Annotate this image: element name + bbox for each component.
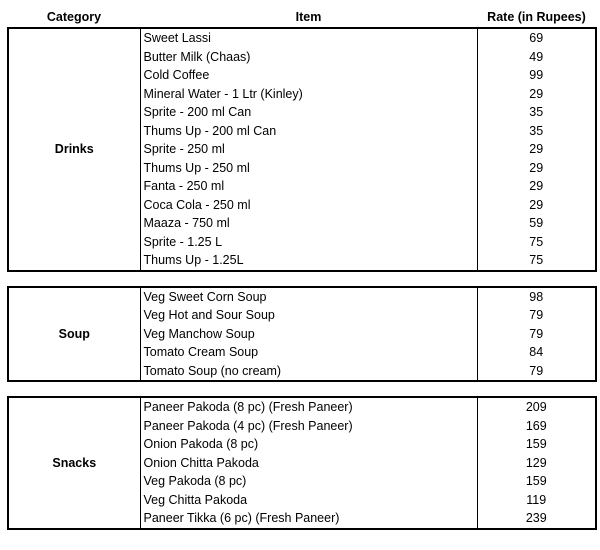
- category-cell: Drinks: [8, 28, 140, 271]
- table-row: [8, 28, 596, 48]
- item-name-cell: Thums Up - 200 ml Can: [140, 122, 477, 141]
- item-rate-cell: 79: [477, 362, 596, 382]
- item-name-cell: Paneer Pakoda (8 pc) (Fresh Paneer): [140, 397, 477, 417]
- header-item: Item: [295, 9, 322, 24]
- item-name-cell: Sweet Lassi: [140, 28, 477, 48]
- item-rate-cell: 29: [477, 85, 596, 104]
- item-name-cell: Veg Pakoda (8 pc): [140, 472, 477, 491]
- item-rate-cell: 29: [477, 196, 596, 215]
- category-cell: Snacks: [8, 397, 140, 529]
- item-name-cell: Sprite - 1.25 L: [140, 233, 477, 252]
- header-rate: Rate (in Rupees): [487, 9, 586, 24]
- item-rate-cell: 98: [477, 287, 596, 307]
- table-row: [8, 397, 596, 417]
- item-rate-cell: 129: [477, 454, 596, 473]
- item-rate-cell: 79: [477, 325, 596, 344]
- item-name-cell: Onion Pakoda (8 pc): [140, 435, 477, 454]
- item-name-cell: Veg Manchow Soup: [140, 325, 477, 344]
- item-name-cell: Mineral Water - 1 Ltr (Kinley): [140, 85, 477, 104]
- item-name-cell: Onion Chitta Pakoda: [140, 454, 477, 473]
- item-name-cell: Veg Hot and Sour Soup: [140, 306, 477, 325]
- item-name-cell: Cold Coffee: [140, 66, 477, 85]
- item-name-cell: Veg Chitta Pakoda: [140, 491, 477, 510]
- item-rate-cell: 35: [477, 122, 596, 141]
- item-rate-cell: 49: [477, 48, 596, 67]
- item-rate-cell: 84: [477, 343, 596, 362]
- table-header: [8, 6, 596, 28]
- item-name-cell: Fanta - 250 ml: [140, 177, 477, 196]
- item-name-cell: Paneer Tikka (6 pc) (Fresh Paneer): [140, 509, 477, 529]
- item-rate-cell: 159: [477, 472, 596, 491]
- table-row: [8, 287, 596, 307]
- item-name-cell: Coca Cola - 250 ml: [140, 196, 477, 215]
- item-rate-cell: 119: [477, 491, 596, 510]
- section-separator: [8, 381, 596, 397]
- item-name-cell: Thums Up - 250 ml: [140, 159, 477, 178]
- section-separator: [8, 271, 596, 287]
- item-name-cell: Tomato Cream Soup: [140, 343, 477, 362]
- item-name-cell: Sprite - 200 ml Can: [140, 103, 477, 122]
- item-rate-cell: 29: [477, 140, 596, 159]
- item-rate-cell: 159: [477, 435, 596, 454]
- menu-table: [7, 6, 597, 530]
- item-rate-cell: 99: [477, 66, 596, 85]
- item-name-cell: Maaza - 750 ml: [140, 214, 477, 233]
- table-body: [8, 28, 596, 529]
- item-rate-cell: 239: [477, 509, 596, 529]
- item-rate-cell: 29: [477, 177, 596, 196]
- item-rate-cell: 35: [477, 103, 596, 122]
- item-name-cell: Thums Up - 1.25L: [140, 251, 477, 271]
- item-name-cell: Paneer Pakoda (4 pc) (Fresh Paneer): [140, 417, 477, 436]
- item-name-cell: Veg Sweet Corn Soup: [140, 287, 477, 307]
- item-rate-cell: 169: [477, 417, 596, 436]
- item-rate-cell: 59: [477, 214, 596, 233]
- item-rate-cell: 79: [477, 306, 596, 325]
- header-category: Category: [46, 9, 102, 24]
- item-rate-cell: 209: [477, 397, 596, 417]
- item-name-cell: Butter Milk (Chaas): [140, 48, 477, 67]
- category-cell: Soup: [8, 287, 140, 382]
- item-rate-cell: 29: [477, 159, 596, 178]
- item-name-cell: Tomato Soup (no cream): [140, 362, 477, 382]
- menu-price-list: [7, 6, 595, 530]
- item-rate-cell: 75: [477, 251, 596, 271]
- item-rate-cell: 75: [477, 233, 596, 252]
- item-rate-cell: 69: [477, 28, 596, 48]
- item-name-cell: Sprite - 250 ml: [140, 140, 477, 159]
